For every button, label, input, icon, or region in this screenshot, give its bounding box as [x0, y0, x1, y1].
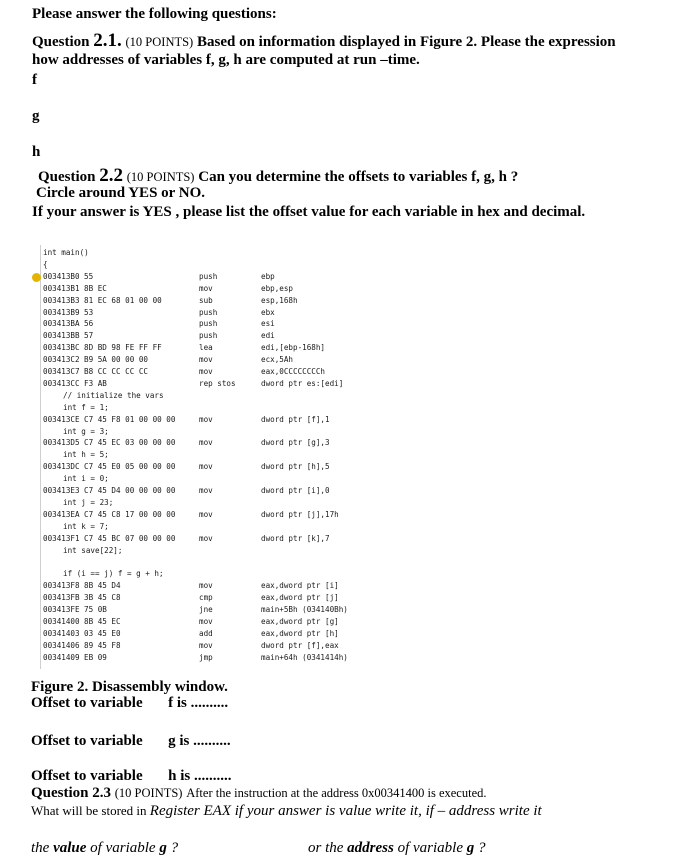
- instruction-address: 003413BA: [43, 319, 80, 329]
- instruction-bytes: 55: [84, 271, 94, 281]
- instruction-operand: eax,dword ptr [j]: [261, 593, 339, 603]
- instruction-bytes: 03 45 E0: [84, 628, 121, 638]
- instruction-opcode: mov: [199, 355, 213, 365]
- source-line: int main(): [43, 248, 89, 257]
- instruction-address: 003413CE: [43, 414, 80, 424]
- source-line: {: [43, 259, 48, 269]
- instruction-address: 00341400: [43, 616, 80, 626]
- instruction-opcode: mov: [199, 283, 213, 293]
- figure-caption: Figure 2. Disassembly window.: [31, 679, 228, 695]
- instruction-operand: ecx,5Ah: [261, 355, 294, 365]
- instruction-opcode: lea: [199, 343, 213, 353]
- instruction-bytes: C7 45 C8 17 00 00 00: [84, 509, 176, 519]
- instruction-bytes: 8B 45 D4: [84, 581, 121, 591]
- instruction-bytes: 89 45 F8: [84, 640, 121, 650]
- question-2-2-line1: [38, 165, 518, 187]
- instruction-opcode: mov: [199, 486, 213, 495]
- instruction-address: 003413B0: [43, 271, 80, 281]
- question-text: After the instruction at the address 0x00341400 is executed.: [186, 786, 487, 800]
- current-instruction-arrow-icon: [32, 273, 41, 282]
- instruction-bytes: 56: [84, 319, 94, 329]
- offset-f: [31, 695, 228, 712]
- instruction-address: 00341409: [43, 652, 80, 662]
- text-fragment: the: [31, 840, 54, 856]
- instruction-operand: esp,168h: [261, 295, 298, 305]
- text-fragment: of variable: [86, 840, 160, 856]
- question-2-3-line1: [31, 785, 487, 802]
- question-number: 2.1.: [93, 30, 122, 51]
- source-line: int save[22];: [63, 545, 123, 555]
- question-text: Can you determine the offsets to variables f, g, h ?: [198, 169, 519, 185]
- instruction-opcode: add: [199, 628, 213, 638]
- question-number: 2.2: [99, 165, 124, 186]
- instruction-bytes: C7 45 BC 07 00 00 00: [84, 533, 176, 543]
- offset-label: Offset to variable: [31, 733, 143, 749]
- instruction-bytes: 57: [84, 331, 94, 341]
- answer-option-address: [308, 840, 486, 857]
- question-label: Question: [32, 34, 90, 50]
- source-line: int j = 23;: [63, 497, 114, 507]
- var-h-label: h: [32, 144, 41, 160]
- instruction-address: 003413FE: [43, 605, 80, 614]
- instruction-operand: dword ptr [h],5: [261, 462, 330, 472]
- instruction-operand: main+5Bh (034140Bh): [261, 605, 348, 614]
- question-2-1-line1: [32, 30, 616, 52]
- instruction-opcode: push: [199, 307, 218, 317]
- instruction-operand: edi,[ebp-168h]: [261, 343, 326, 353]
- instruction-opcode: jne: [199, 605, 213, 614]
- instruction-opcode: push: [199, 319, 218, 329]
- instruction-operand: dword ptr [k],7: [261, 533, 330, 543]
- instruction-opcode: push: [199, 331, 218, 341]
- instruction-address: 00341403: [43, 628, 80, 638]
- offset-var: g is ..........: [168, 733, 231, 749]
- instruction-address: 003413BB: [43, 331, 80, 341]
- question-2-1-line2: how addresses of variables f, g, h are computed at run –time.: [32, 52, 420, 68]
- offset-var: f is ..........: [168, 695, 229, 711]
- answer-option-value: [31, 840, 178, 857]
- instruction-opcode: mov: [199, 616, 213, 626]
- question-points: (10 POINTS): [114, 786, 183, 800]
- instruction-address: 003413DC: [43, 462, 80, 472]
- instruction-opcode: mov: [199, 462, 213, 472]
- instruction-operand: dword ptr [i],0: [261, 486, 330, 495]
- instruction-operand: dword ptr [f],1: [261, 414, 330, 424]
- instruction-address: 003413BC: [43, 343, 80, 353]
- instruction-address: 00341406: [43, 640, 80, 650]
- instruction-opcode: mov: [199, 414, 213, 424]
- instruction-address: 003413B1: [43, 283, 80, 293]
- source-line: if (i == j) f = g + h;: [63, 569, 164, 579]
- offset-h: [31, 768, 232, 785]
- instruction-operand: dword ptr [g],3: [261, 438, 330, 448]
- instruction-opcode: mov: [199, 581, 213, 591]
- instruction-address: 003413B3: [43, 295, 80, 305]
- instruction-address: 003413CC: [43, 378, 80, 388]
- text-fragment-bold: g: [466, 840, 475, 856]
- instruction-opcode: push: [199, 271, 218, 281]
- text-fragment: of variable: [393, 840, 467, 856]
- instruction-address: 003413F1: [43, 533, 80, 543]
- instruction-operand: dword ptr [j],17h: [261, 509, 339, 519]
- offset-label: Offset to variable: [31, 695, 143, 711]
- instruction-bytes: 3B 45 C8: [84, 593, 121, 603]
- instruction-operand: dword ptr [f],eax: [261, 640, 339, 650]
- question-points: (10 POINTS): [125, 35, 194, 49]
- instruction-bytes: 81 EC 68 01 00 00: [84, 295, 162, 305]
- source-line: int h = 5;: [63, 450, 109, 460]
- instruction-address: 003413B9: [43, 307, 80, 317]
- instruction-operand: eax,dword ptr [h]: [261, 628, 339, 638]
- instruction-operand: ebp: [261, 271, 275, 281]
- question-2-2-line3: If your answer is YES , please list the offset value for each variable in hex and decimal.: [32, 204, 586, 220]
- source-line: int f = 1;: [63, 402, 109, 412]
- offset-label: Offset to variable: [31, 768, 143, 784]
- source-line: // initialize the vars: [63, 390, 164, 400]
- instruction-bytes: C7 45 E0 05 00 00 00: [84, 462, 176, 472]
- instruction-operand: esi: [261, 319, 275, 329]
- instruction-opcode: mov: [199, 640, 213, 650]
- instruction-bytes: EB 09: [84, 652, 107, 662]
- instruction-address: 003413E3: [43, 486, 80, 495]
- instruction-bytes: 53: [84, 307, 94, 317]
- source-line: int i = 0;: [63, 474, 109, 484]
- instruction-address: 003413D5: [43, 438, 80, 448]
- instruction-operand: eax,0CCCCCCCCh: [261, 367, 326, 376]
- instructions-header: Please answer the following questions:: [32, 6, 277, 22]
- question-label: Question: [38, 169, 96, 185]
- instruction-address: 003413C2: [43, 355, 80, 365]
- instruction-bytes: 8B EC: [84, 283, 107, 293]
- instruction-bytes: B9 5A 00 00 00: [84, 355, 149, 365]
- instruction-operand: dword ptr es:[edi]: [261, 378, 344, 388]
- instruction-opcode: mov: [199, 367, 213, 376]
- instruction-address: 003413F8: [43, 581, 80, 591]
- instruction-address: 003413C7: [43, 367, 80, 376]
- question-2-3-line2: [31, 803, 542, 820]
- text-fragment: or the: [308, 840, 348, 856]
- instruction-operand: main+64h (0341414h): [261, 652, 348, 662]
- instruction-operand: ebp,esp: [261, 283, 294, 293]
- var-g-label: g: [32, 108, 40, 124]
- instruction-opcode: mov: [199, 438, 213, 448]
- text-fragment-bold: address: [347, 840, 394, 856]
- instruction-operand: eax,dword ptr [i]: [261, 581, 339, 591]
- instruction-bytes: 8B 45 EC: [84, 616, 121, 626]
- instruction-opcode: mov: [199, 509, 213, 519]
- instruction-operand: ebx: [261, 307, 275, 317]
- var-f-label: f: [32, 72, 37, 88]
- question-text-plain: What will be stored in: [31, 803, 150, 818]
- instruction-bytes: 75 0B: [84, 605, 107, 614]
- text-fragment: ?: [166, 840, 179, 856]
- instruction-opcode: sub: [199, 295, 213, 305]
- question-label: Question 2.3: [31, 785, 112, 801]
- instruction-address: 003413EA: [43, 509, 80, 519]
- instruction-address: 003413FB: [43, 593, 80, 603]
- instruction-bytes: C7 45 EC 03 00 00 00: [84, 438, 176, 448]
- instruction-opcode: jmp: [199, 652, 213, 662]
- offset-var: h is ..........: [168, 768, 232, 784]
- offset-g: [31, 733, 231, 750]
- text-fragment: ?: [474, 840, 486, 856]
- text-fragment-bold: g: [159, 840, 167, 856]
- question-2-2-line2: Circle around YES or NO.: [36, 185, 206, 201]
- instruction-bytes: C7 45 F8 01 00 00 00: [84, 414, 176, 424]
- instruction-operand: eax,dword ptr [g]: [261, 616, 339, 626]
- question-points: (10 POINTS): [126, 170, 195, 184]
- instruction-bytes: F3 AB: [84, 378, 107, 388]
- source-line: int g = 3;: [63, 426, 109, 436]
- instruction-operand: edi: [261, 331, 275, 341]
- instruction-opcode: rep stos: [199, 378, 236, 388]
- instruction-bytes: C7 45 D4 00 00 00 00: [84, 486, 176, 495]
- question-text: Based on information displayed in Figure 2. Please the expression: [196, 34, 616, 50]
- source-line: int k = 7;: [63, 521, 109, 531]
- instruction-opcode: mov: [199, 533, 213, 543]
- instruction-bytes: 8D BD 98 FE FF FF: [84, 343, 162, 353]
- disassembly-window: [40, 245, 377, 669]
- question-text-italic: Register EAX if your answer is value write it, if – address write it: [149, 803, 542, 819]
- instruction-bytes: B8 CC CC CC CC: [84, 367, 149, 376]
- text-fragment-bold: value: [53, 840, 87, 856]
- instruction-opcode: cmp: [199, 593, 213, 603]
